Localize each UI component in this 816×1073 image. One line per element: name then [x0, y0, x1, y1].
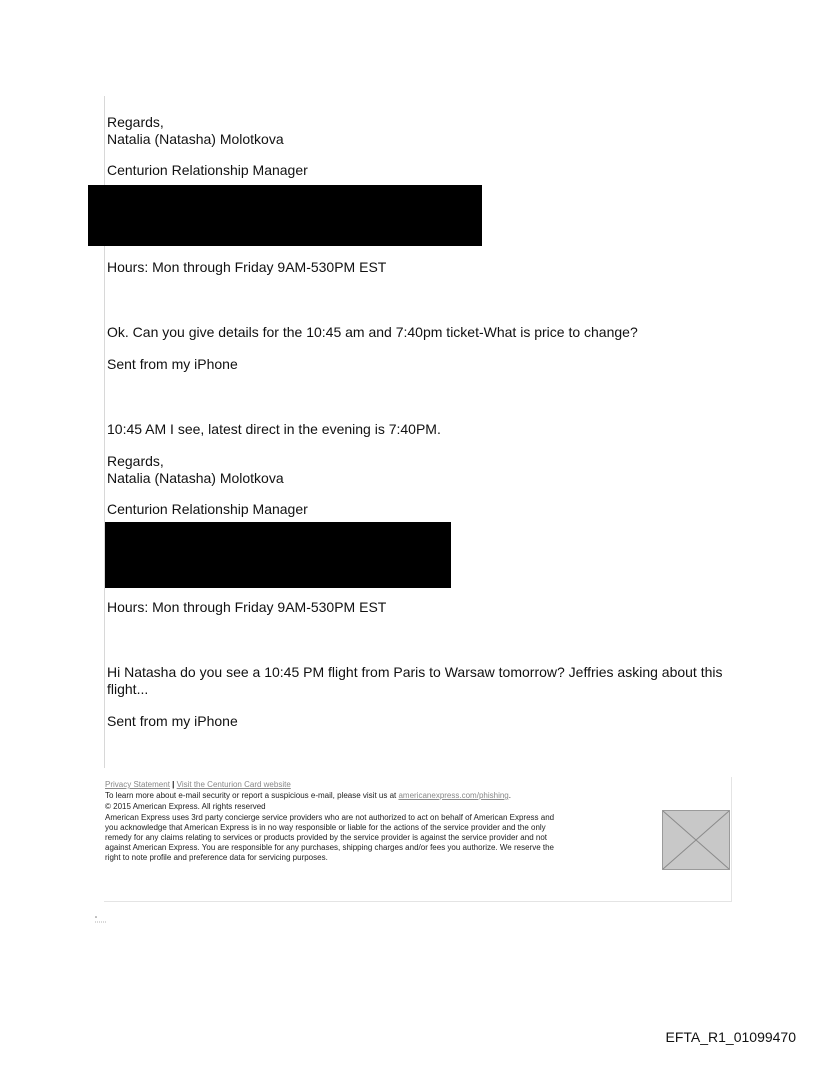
- footer-links: [105, 780, 291, 790]
- signature-name: Natalia (Natasha) Molotkova: [107, 131, 284, 147]
- disclaimer-line: you acknowledge that American Express is in no way responsible or liable for the actions of the service provider and the only: [105, 823, 546, 832]
- security-text: To learn more about e-mail security or report a suspicious e-mail, please visit us at: [105, 791, 397, 800]
- disclaimer-line: remedy for any claims relating to services or products provided by the service provider is against the service provider and not: [105, 833, 547, 842]
- message-body: Ok. Can you give details for the 10:45 am and 7:40pm ticket-What is price to change?: [107, 324, 638, 340]
- disclaimer-line: right to note profile and preference data for servicing purposes.: [105, 853, 328, 862]
- bates-number: EFTA_R1_01099470: [665, 1029, 796, 1045]
- stray-mark: [94, 911, 108, 921]
- link-separator: |: [172, 780, 175, 789]
- redaction-block: [105, 522, 451, 588]
- signature-hours: Hours: Mon through Friday 9AM-530PM EST: [107, 599, 387, 615]
- security-notice: [105, 791, 511, 801]
- privacy-statement-link[interactable]: Privacy Statement: [105, 780, 170, 789]
- message-body-line-2: flight...: [107, 681, 149, 697]
- copyright: © 2015 American Express. All rights reserved: [105, 802, 266, 811]
- disclaimer-line: against American Express. You are responsible for any purchases, shipping charges and/or fees you authorize. We reserve the: [105, 843, 554, 852]
- disclaimer-line: American Express uses 3rd party concierge service providers who are not authorized to act on behalf of American Express and: [105, 813, 555, 822]
- message-body: 10:45 AM I see, latest direct in the evening is 7:40PM.: [107, 421, 441, 437]
- redaction-block: [88, 185, 482, 246]
- signature-name: Natalia (Natasha) Molotkova: [107, 470, 284, 486]
- signature-regards: Regards,: [107, 114, 164, 130]
- signature-title: Centurion Relationship Manager: [107, 162, 308, 178]
- message-body-line-1: Hi Natasha do you see a 10:45 PM flight from Paris to Warsaw tomorrow? Jeffries asking about this: [107, 664, 723, 680]
- centurion-website-link[interactable]: Visit the Centurion Card website: [176, 780, 291, 789]
- phishing-link[interactable]: americanexpress.com/phishing: [398, 791, 509, 800]
- sent-from-iphone: Sent from my iPhone: [107, 356, 238, 372]
- signature-regards: Regards,: [107, 453, 164, 469]
- phishing-period: .: [508, 791, 511, 800]
- sent-from-iphone: Sent from my iPhone: [107, 713, 238, 729]
- signature-title: Centurion Relationship Manager: [107, 501, 308, 517]
- signature-hours: Hours: Mon through Friday 9AM-530PM EST: [107, 259, 387, 275]
- broken-image-icon: [662, 810, 730, 870]
